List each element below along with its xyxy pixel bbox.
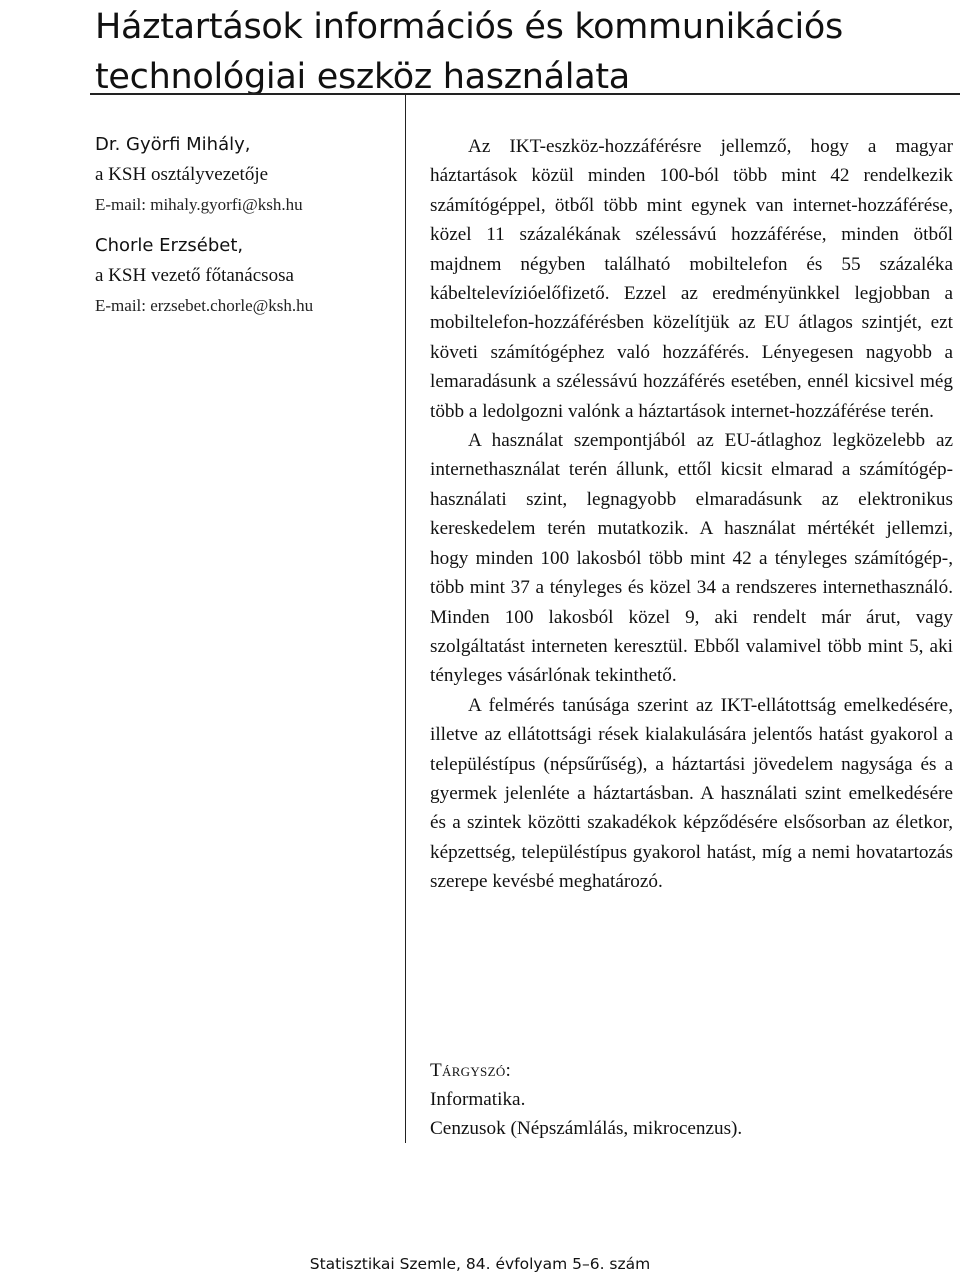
author-entry: [95, 130, 395, 220]
abstract-paragraph: A felmérés tanúsága szerint az IKT-ellátottság emelkedésére, illetve az ellátottsági rések kialakulására jelentős hatást gyakorol a településtípus (népsűrűség), a háztartási jövedelem nagysága és a gyermek jelenléte a háztartásban. A használati szint emelkedésére és a szintek közötti szakadékok képződésére elsősorban az életkor, képzettség, településtípus gyakorol hatást, míg a nemi hovatartozás szerepe kevésbé meghatározó.: [430, 694, 953, 893]
author-role: a KSH osztályvezetője: [95, 164, 269, 185]
keywords-label: Tárgyszó:: [430, 1060, 512, 1081]
abstract: [430, 132, 953, 897]
keyword-item: Cenzusok (Népszámlálás, mikrocenzus).: [430, 1118, 743, 1139]
title-divider: [90, 93, 960, 95]
author-name: Dr. Györfi Mihály,: [95, 134, 251, 155]
column-divider: [405, 93, 406, 1143]
abstract-paragraph: Az IKT-eszköz-hozzáférésre jellemző, hogy a magyar háztartások közül minden 100-ból több mint 42 rendelkezik számítógéppel, ötből több mint egynek van internet-hozzáférése, közel 11 százalékának szélessávú hozzáférése, minden ötből majdnem négyben található mobiltelefon és 55 százaléka kábeltelevízióelőfizető. Ezzel az eredményünkkel legjobban a mobiltelefon-hozzáférésben közelítjük az EU átlagos szintjét, ezt követi számítógéphez való hozzáférés. Lényegesen nagyobb a lemaradásunk a szélessávú hozzáférés esetében, ennél kicsivel még több a ledolgozni valónk a háztartások internet-hozzáférése terén.: [430, 136, 953, 422]
keywords-block: [430, 1056, 950, 1143]
author-name: Chorle Erzsébet,: [95, 235, 244, 256]
author-entry: [95, 231, 395, 321]
author-email[interactable]: E-mail: mihaly.gyorfi@ksh.hu: [95, 195, 303, 214]
author-block: [95, 130, 395, 332]
author-role: a KSH vezető főtanácsosa: [95, 265, 294, 286]
abstract-paragraph: A használat szempontjából az EU-átlaghoz legközelebb az internethasználat terén állunk, ettől kicsit elmarad a számítógép-használati szint, legnagyobb elmaradásunk az elektronikus kereskedelem terén mutatkozik. A használat mértékét jellemzi, hogy minden 100 lakosból több mint 42 a tényleges számítógép-, több mint 37 a tényleges és közel 34 a rendszeres internethasználó. Minden 100 lakosból közel 9, aki rendelt már árut, vagy szolgáltatást interneten keresztül. Ebből valamivel több mint 5, aki tényleges vásárlónak tekinthető.: [430, 430, 953, 687]
author-email[interactable]: E-mail: erzsebet.chorle@ksh.hu: [95, 296, 314, 315]
journal-footer: Statisztikai Szemle, 84. évfolyam 5–6. szám: [309, 1255, 651, 1273]
article-title: Háztartások információs és kommunikációs technológiai eszköz használata: [95, 7, 843, 97]
keyword-item: Informatika.: [430, 1089, 526, 1110]
